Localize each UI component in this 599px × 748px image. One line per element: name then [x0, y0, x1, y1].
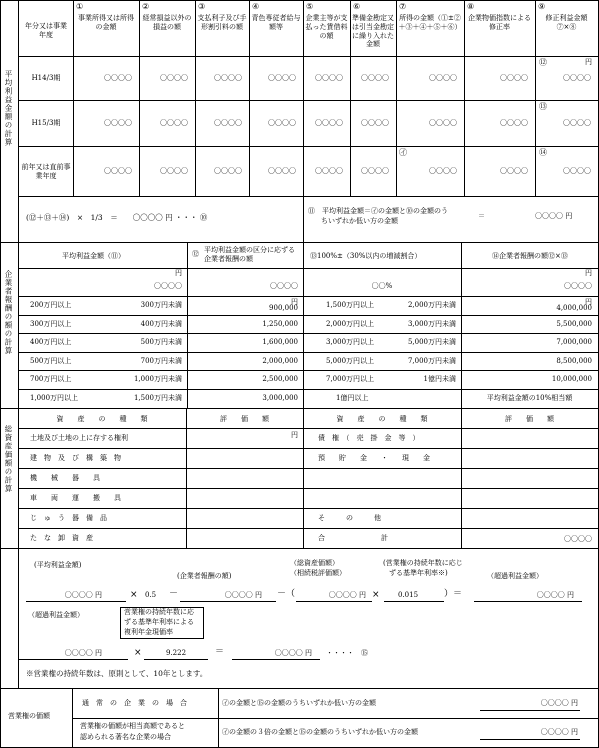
cell-value: 〇〇〇〇	[268, 74, 296, 82]
col-5-header: 企業主等が支払った賃借料の額	[305, 14, 348, 40]
formula-average: (⑫＋⑬＋⑭) × 1/3 ＝ 〇〇〇〇 円 ・・・ ⑩	[26, 213, 208, 222]
bracket-amount: 4,000,000	[556, 304, 592, 312]
bracket-low: 400万円以上	[30, 338, 72, 347]
bracket-low: 200万円以上	[30, 301, 72, 309]
bracket-low: 1,000万円以上	[30, 394, 79, 402]
asset-kind: 債 権 （ 売 掛 金 等 ）	[318, 434, 420, 442]
avg-profit-value: 〇〇〇〇 円	[64, 591, 102, 599]
bracket-amount: 10,000,000	[551, 375, 592, 384]
op-times: ×	[134, 648, 142, 658]
compensation-title: 企業者報酬の額の計算	[4, 270, 13, 355]
cell-value: 〇〇〇〇	[563, 74, 591, 82]
bracket-amount: 1,600,000	[262, 338, 298, 347]
rate-value: 0.015	[398, 591, 419, 599]
formula-min-eq: ＝	[478, 212, 485, 220]
col-1-mark: ①	[76, 2, 84, 11]
bracket-header: 平均利益金額の区分に応ずる企業者報酬の額	[204, 246, 295, 263]
cell-value: 〇〇〇〇	[361, 167, 389, 175]
cell-value: 〇〇〇〇	[160, 74, 188, 82]
cell-value: 〇〇〇〇	[500, 74, 528, 82]
cell-value: 〇〇〇〇	[214, 167, 242, 175]
row-mark: ⑬	[539, 102, 547, 111]
label-total-assets: （総資産価額）	[290, 559, 339, 567]
bracket-high: 400万円未満	[140, 319, 182, 328]
row-mark: ⑭	[539, 148, 547, 157]
cell-value: 〇〇〇〇	[315, 119, 343, 127]
col-9-mark: ⑨	[538, 2, 546, 11]
yen-unit: 円	[291, 298, 298, 306]
col-4-header: 青色専従者給与額等	[251, 14, 301, 31]
average-profit-title: 平均利益金額の計算	[4, 70, 13, 147]
col-7-header: 所得の金額（①±②＋③＋④＋⑤＋⑥）	[398, 14, 462, 31]
bracket-mark: ⑫	[192, 250, 199, 258]
bracket-high: 2,000万円未満	[407, 301, 456, 309]
col-6-header: 準備金勘定又は引当金勘定に繰り入れた金額	[352, 14, 394, 49]
duration-note: ※営業権の持続年数は、原則として、10年とします。	[26, 669, 208, 678]
bracket-high: 5,000万円未満	[407, 338, 456, 347]
bracket-amount: 3,000,000	[262, 394, 298, 402]
bracket-value: 〇〇〇〇	[270, 282, 298, 290]
bracket-high: 700万円未満	[140, 356, 182, 365]
asset-kind: じ ゅ う 器 備 品	[30, 514, 107, 522]
adjust-header: ⑬100%±（30%以内の増減割合）	[310, 252, 422, 260]
famous-case-value: 〇〇〇〇 円	[540, 728, 578, 736]
total-value: 〇〇〇〇	[564, 535, 592, 543]
asset-kind: た な 卸 資 産	[30, 534, 93, 542]
op-minus: －	[169, 589, 179, 599]
formula-min-value: 〇〇〇〇 円	[535, 212, 573, 220]
col-6-mark: ⑥	[353, 2, 361, 11]
kind-header: 資 産 の 種 類	[56, 415, 148, 423]
comp-value: 〇〇〇〇	[564, 282, 592, 290]
label-rate: ずる基準年利率※)	[389, 569, 448, 577]
cell-value: 〇〇〇〇	[104, 167, 132, 175]
cell-value: 〇〇〇〇	[429, 119, 457, 127]
asset-kind: 土地及び土地の上に存する権利	[30, 434, 128, 442]
cell-value: 〇〇〇〇	[315, 167, 343, 175]
col-9-header: 修正利益金額⑦×⑧	[545, 14, 588, 31]
compensation-value: 〇〇〇〇 円	[224, 591, 262, 599]
row-mark: ㋑	[399, 148, 407, 157]
bracket-low: 300万円以上	[30, 319, 72, 328]
kind-header: 資 産 の 種 類	[336, 415, 428, 423]
bracket-high: 3,000万円未満	[407, 319, 456, 328]
period-label: H15/3期	[31, 119, 61, 127]
col-5-mark: ⑤	[306, 2, 314, 11]
bracket-amount: 2,000,000	[262, 356, 298, 365]
col-8-header: 企業物価指数による修正率	[468, 14, 531, 31]
label-inheritance-value: （相続税評価額）	[290, 569, 346, 577]
cell-value: 〇〇〇〇	[429, 167, 457, 175]
label-compensation: (企業者報酬の額)	[177, 572, 232, 580]
cell-value: 〇〇〇〇	[315, 74, 343, 82]
yen-unit: 円	[291, 431, 298, 439]
cell-value: 〇〇〇〇	[160, 167, 188, 175]
asset-kind: 建 物 及 び 構 築 物	[30, 454, 121, 462]
label-excess-profit: （超過利益金額）	[487, 572, 543, 580]
total-assets-title: 総資産価額の計算	[4, 425, 13, 493]
normal-case-value: 〇〇〇〇 円	[540, 699, 578, 707]
col-1-header: 事業所得又は所得の金額	[78, 14, 134, 31]
col-2-mark: ②	[142, 2, 150, 11]
half-factor: 0.5	[145, 591, 157, 599]
cell-value: 〇〇〇〇	[563, 167, 591, 175]
op-eq: ＝	[215, 647, 225, 657]
cell-value: 〇〇〇〇	[429, 74, 457, 82]
cell-value: 〇〇〇〇	[214, 119, 242, 127]
value-header: 評 価 額	[505, 415, 554, 423]
bracket-high: 1,500万円未満	[133, 394, 182, 402]
label-rate: (営業権の持続年数に応じ	[383, 559, 463, 567]
normal-case-label: 通 常 の 企 業 の 場 合	[82, 699, 187, 707]
avg-profit-header: 平均利益金額（⑪）	[62, 252, 125, 260]
result-value: 〇〇〇〇 円	[274, 649, 312, 657]
comp-header: ⑭企業者報酬の額⑫×⑬	[492, 252, 568, 260]
asset-kind: 合 計	[318, 534, 388, 542]
bracket-low: 500万円以上	[30, 356, 72, 365]
bracket-low: 3,000万円以上	[326, 338, 375, 347]
cell-value: 〇〇〇〇	[268, 119, 296, 127]
adjust-value: 〇〇%	[371, 282, 393, 290]
op-times: ×	[130, 590, 138, 600]
col-3-mark: ③	[198, 2, 206, 11]
result-marker: ・・・・ ⑮	[326, 649, 368, 657]
col-8-mark: ⑧	[467, 2, 475, 11]
yen-unit: 円	[585, 58, 592, 66]
bracket-high: 300万円未満	[140, 301, 182, 309]
cell-value: 〇〇〇〇	[268, 167, 296, 175]
bracket-high: 7,000万円未満	[407, 356, 456, 365]
goodwill-title: 営業権の価額	[8, 712, 50, 720]
bracket-low: 5,000万円以上	[326, 356, 375, 365]
yen-unit: 円	[585, 269, 592, 277]
cell-value: 〇〇〇〇	[361, 74, 389, 82]
bracket-amount: 5,500,000	[556, 319, 592, 328]
bracket-amount: 平均利益金額の10%相当額	[486, 394, 573, 402]
bracket-amount: 1,250,000	[262, 319, 298, 328]
avg-profit-value: 〇〇〇〇	[154, 282, 182, 290]
op-times: ×	[372, 590, 380, 600]
year-header: 年分又は事業年度	[25, 22, 67, 39]
value-header: 評 価 額	[220, 415, 269, 423]
cell-value: 〇〇〇〇	[500, 167, 528, 175]
bracket-amount: 2,500,000	[262, 375, 298, 384]
cell-value: 〇〇〇〇	[361, 119, 389, 127]
asset-kind: 預 貯 金 ・ 現 金	[318, 454, 430, 462]
col-4-mark: ④	[252, 2, 260, 11]
formula-min-line1: ⑪ 平均利益金額＝㋑の金額と⑩の金額のう	[308, 207, 448, 215]
famous-case-label: 営業権の価額が相当高額であると	[80, 722, 185, 730]
label-avg-profit: (平均利益金額)	[34, 561, 82, 569]
row-mark: ⑫	[539, 58, 547, 67]
label-excess-profit: （超過利益金額）	[28, 611, 84, 619]
bracket-low: 700万円以上	[30, 375, 72, 384]
bracket-high: 500万円未満	[140, 338, 182, 347]
normal-case-rule: ㋑の金額と⑮の金額のうちいずれか低い方の金額	[222, 699, 376, 707]
bracket-amount: 7,000,000	[556, 338, 592, 347]
cell-value: 〇〇〇〇	[104, 74, 132, 82]
asset-kind: 機 械 器 具	[30, 474, 100, 482]
excess-profit-value: 〇〇〇〇 円	[64, 649, 102, 657]
col-7-mark: ⑦	[399, 2, 407, 11]
bracket-low: 7,000万円以上	[326, 375, 375, 384]
label-annuity: ずる基準年利率による	[124, 618, 194, 626]
period-label: H14/3期	[31, 74, 61, 82]
asset-kind: 車 両 運 搬 具	[30, 494, 121, 502]
cell-value: 〇〇〇〇	[500, 119, 528, 127]
op-minus: －（	[277, 589, 296, 599]
bracket-low: 1,500万円以上	[326, 301, 375, 309]
famous-case-label: 認められる著名な企業の場合	[80, 733, 171, 741]
annuity-value: 9.222	[166, 649, 187, 657]
bracket-low: 1億円以上	[336, 394, 369, 402]
col-3-header: 支払利子及び手形割引料の額	[197, 14, 247, 31]
period-label: 前年又は直前事業年度	[21, 163, 71, 180]
cell-value: 〇〇〇〇	[214, 74, 242, 82]
bracket-amount: 8,500,000	[556, 356, 592, 365]
cell-value: 〇〇〇〇	[104, 119, 132, 127]
label-annuity: 複利年金現価率	[124, 628, 173, 636]
excess-profit-value: 〇〇〇〇 円	[536, 591, 574, 599]
yen-unit: 円	[175, 269, 182, 277]
bracket-high: 1億円未満	[423, 375, 456, 384]
cell-value: 〇〇〇〇	[160, 119, 188, 127]
total-assets-value: 〇〇〇〇 円	[328, 591, 366, 599]
op-close-eq: ）＝	[444, 589, 463, 599]
bracket-amount: 900,000	[269, 304, 298, 312]
label-annuity: 営業権の持続年数に応	[124, 608, 194, 616]
famous-case-rule: ㋑の金額の３倍の金額と⑮の金額のうちいずれか低い方の金額	[222, 728, 418, 736]
cell-value: 〇〇〇〇	[563, 119, 591, 127]
bracket-high: 1,000万円未満	[133, 375, 182, 384]
col-2-header: 経常損益以外の損益の額	[142, 14, 192, 31]
asset-kind: そ の 他	[318, 514, 381, 522]
yen-unit: 円	[585, 298, 592, 306]
formula-min-line2: ちいずれか低い方の金額	[321, 217, 398, 225]
bracket-low: 2,000万円以上	[326, 319, 375, 328]
